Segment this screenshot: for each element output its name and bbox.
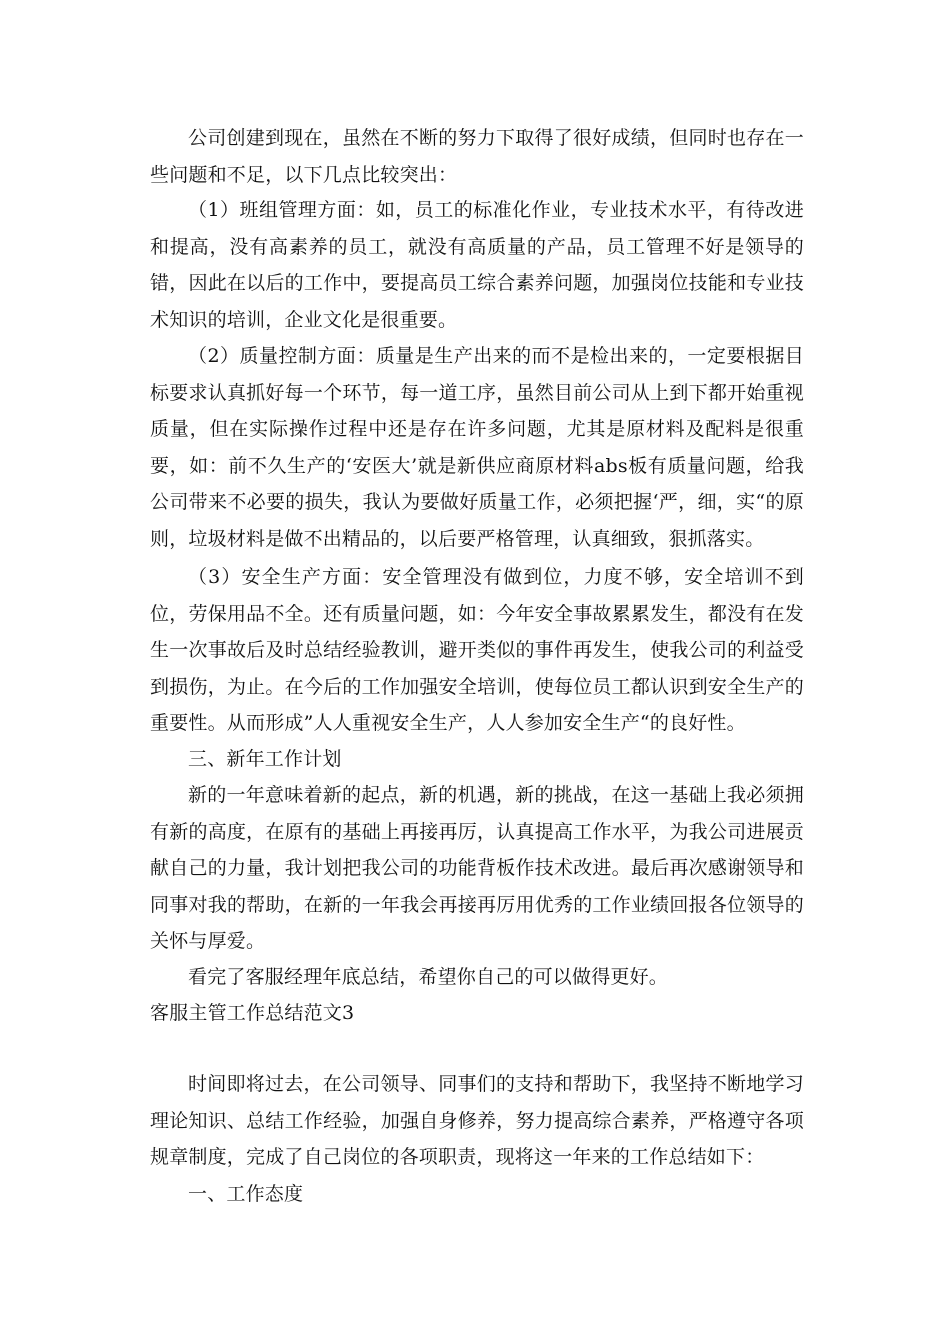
paragraph-summary-intro: 时间即将过去，在公司领导、同事们的支持和帮助下，我坚持不断地学习理论知识、总结工作经验，加强自身修养，努力提高综合素养，严格遵守各项规章制度，完成了自己岗位的各项职责，现将这一年来的工作总结如下：	[150, 1073, 804, 1169]
section-heading-new-year-plan: 三、新年工作计划	[188, 748, 342, 770]
paragraph-intro: 公司创建到现在，虽然在不断的努力下取得了很好成绩，但同时也存在一些问题和不足，以下几点比较突出：	[150, 127, 804, 186]
document-subtitle: 客服主管工作总结范文3	[150, 1002, 355, 1024]
paragraph-team-management: （1）班组管理方面：如，员工的标准化作业，专业技术水平，有待改进和提高，没有高素养的员工，就没有高质量的产品，员工管理不好是领导的错，因此在以后的工作中，要提高员工综合素养问题，加强岗位技能和专业技术知识的培训，企业文化是很重要。	[150, 199, 804, 331]
paragraph-safety-production: （3）安全生产方面：安全管理没有做到位，力度不够，安全培训不到位，劳保用品不全。还有质量问题，如：今年安全事故累累发生，都没有在发生一次事故后及时总结经验教训，避开类似的事件再发生，使我公司的利益受到损伤，为止。在今后的工作加强安全培训，使每位员工都认识到安全生产的重要性。从而形成”人人重视安全生产，人人参加安全生产“的良好性。	[150, 566, 804, 735]
paragraph-closing-remark: 看完了客服经理年底总结，希望你自己的可以做得更好。	[188, 966, 669, 988]
paragraph-quality-control: （2）质量控制方面：质量是生产出来的而不是检出来的，一定要根据目标要求认真抓好每一个环节，每一道工序，虽然目前公司从上到下都开始重视质量，但在实际操作过程中还是存在许多问题，尤其是原材料及配料是很重要，如：前不久生产的‘安医大’就是新供应商原材料abs板有质量问题，给我公司带来不必要的损失，我认为要做好质量工作，必须把握‘严，细，实“的原则，垃圾材料是做不出精品的，以后要严格管理，认真细致，狠抓落实。	[150, 345, 804, 550]
section-heading-work-attitude: 一、工作态度	[188, 1183, 304, 1205]
paragraph-new-year-plan: 新的一年意味着新的起点，新的机遇，新的挑战，在这一基础上我必须拥有新的高度，在原有的基础上再接再厉，认真提高工作水平，为我公司进展贡献自己的力量，我计划把我公司的功能背板作技术改进。最后再次感谢领导和同事对我的帮助，在新的一年我会再接再厉用优秀的工作业绩回报各位领导的关怀与厚爱。	[150, 784, 804, 953]
